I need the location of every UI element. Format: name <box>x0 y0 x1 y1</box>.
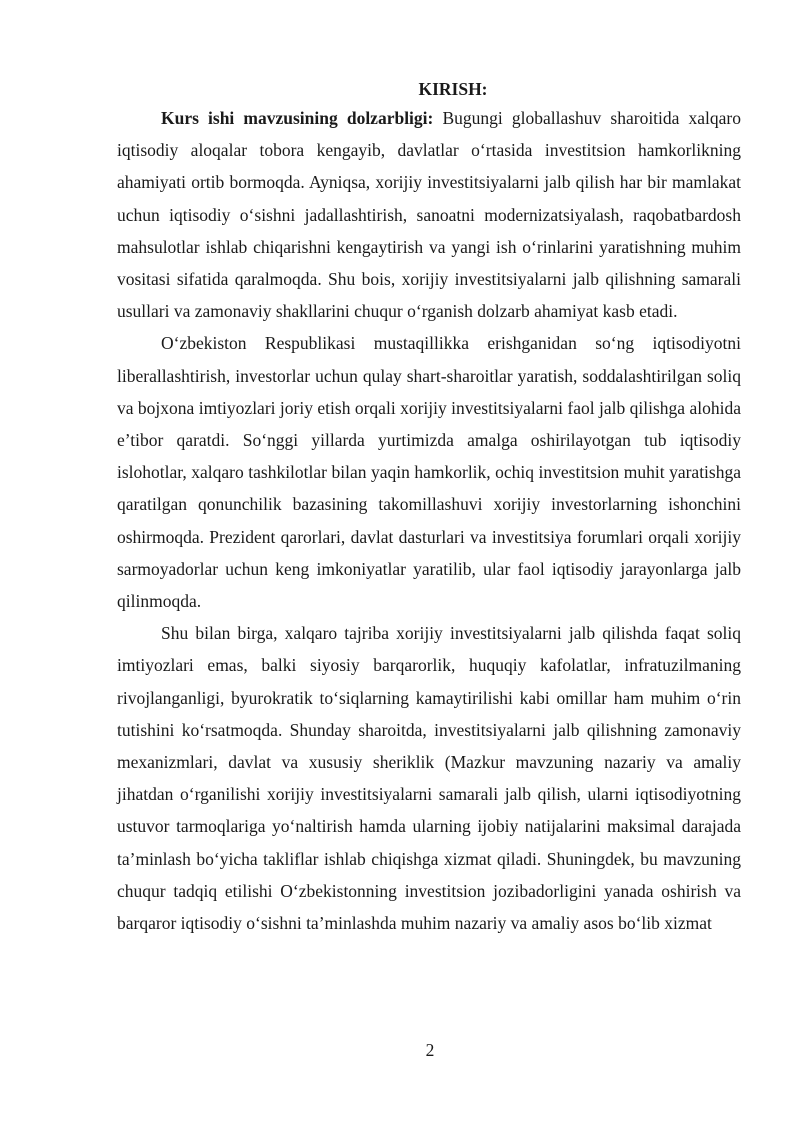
paragraph-text: O‘zbekiston Respublikasi mustaqillikka erishganidan so‘ng iqtisodiyotni liberallashtirish, investorlar uchun qulay shart-sharoitlar yaratish, soddalashtirilgan soliq va bojxona imtiyozlari joriy etish orqali xorijiy investitsiyalarni faol jalb qilishga alohida e’tibor qaratdi. So‘nggi yillarda yurtimizda amalga oshirilayotgan tub iqtisodiy islohotlar, xalqaro tashkilotlar bilan yaqin hamkorlik, ochiq investitsion muhit yaratishga qaratilgan qonunchilik bazasining takomillashuvi xorijiy investorlarning ishonchini oshirmoqda. Prezident qarorlari, davlat dasturlari va investitsiya forumlari orqali xorijiy sarmoyadorlar uchun keng imkoniyatlar yaratilib, ular faol iqtisodiy jarayonlarga jalb qilinmoqda. <box>117 333 741 612</box>
paragraph-text: Shu bilan birga, xalqaro tajriba xorijiy investitsiyalarni jalb qilishda faqat soliq imtiyozlari emas, balki siyosiy barqarorlik, huquqiy kafolatlar, infratuzilmaning rivojlanganligi, byurokratik to‘siqlarning kamaytirilishi kabi omillar ham muhim o‘rin tutishini ko‘rsatmoqda. Shunday sharoitda, investitsiyalarni jalb qilishning zamonaviy mexanizmlari, davlat va xususiy sheriklik (Mazkur mavzuning nazariy va amaliy jihatdan o‘rganilishi xorijiy investitsiyalarni samarali jalb qilish, ularni iqtisodiyotning ustuvor tarmoqlariga yo‘naltirish hamda ularning ijobiy natijalarini maksimal darajada ta’minlash bo‘yicha takliflar ishlab chiqishga xizmat qiladi. Shuningdek, bu mavzuning chuqur tadqiq etilishi O‘zbekistonning investitsion jozibadorligini yanada oshirish va barqaror iqtisodiy o‘sishni ta’minlashda muhim nazariy va amaliy asos bo‘lib xizmat <box>117 623 741 934</box>
paragraph-lead: Kurs ishi mavzusining dolzarbligi: <box>161 108 434 128</box>
paragraph-relevance <box>117 102 741 327</box>
paragraph-uzbekistan <box>117 327 741 617</box>
page-body <box>117 76 741 939</box>
paragraph-international <box>117 617 741 939</box>
page-number: 2 <box>425 1040 435 1060</box>
section-heading: KIRISH: <box>418 79 488 99</box>
paragraph-text: Bugungi globallashuv sharoitida xalqaro iqtisodiy aloqalar tobora kengayib, davlatlar o‘rtasida investitsion hamkorlikning ahamiyati ortib bormoqda. Ayniqsa, xorijiy investitsiyalarni jalb qilish har bir mamlakat uchun iqtisodiy o‘sishni jadallashtirish, sanoatni modernizatsiyalash, raqobatbardosh mahsulotlar ishlab chiqarishni kengaytirish va yangi ish o‘rinlarini yaratishning muhim vositasi sifatida qaralmoqda. Shu bois, xorijiy investitsiyalarni jalb qilishning samarali usullari va zamonaviy shakllarini chuqur o‘rganish dolzarb ahamiyat kasb etadi. <box>117 108 742 322</box>
